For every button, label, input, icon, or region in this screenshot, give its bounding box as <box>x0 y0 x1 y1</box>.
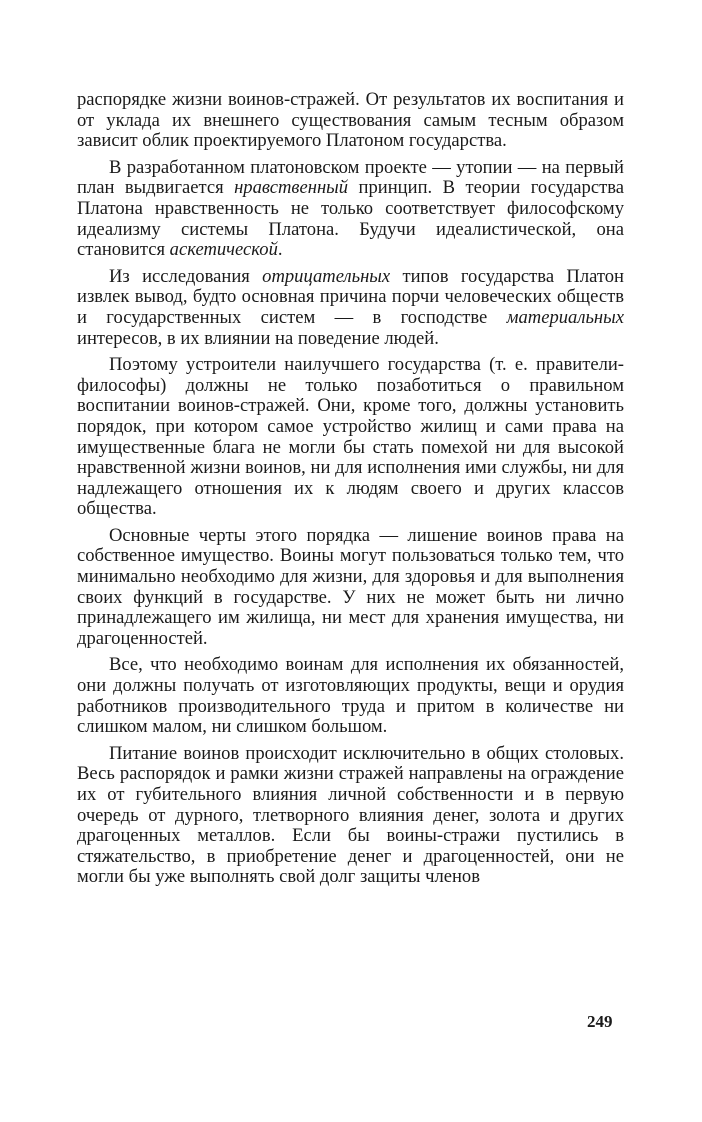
emphasized-text: аскетической <box>169 239 278 261</box>
paragraph-2 <box>77 158 624 261</box>
text-run: Из исследования <box>109 265 263 287</box>
paragraph-3 <box>77 267 624 349</box>
paragraph-1 <box>77 90 624 152</box>
text-run: Основные черты этого порядка — лишение воинов права на собственное имущество. Воины могут пользоваться только тем, что минимально необходимо для жизни, для здоровья и для выполнения своих функций в государстве. У них не может быть ни лично принадлежащего им жилища, ни мест для хранения имущества, ни драгоценностей. <box>77 524 624 649</box>
paragraph-5 <box>77 526 624 650</box>
text-run: принцип. В теории государства Платона нравственность не только соответствует философскому идеализму системы Платона. Будучи идеалистической, она становится <box>77 177 625 261</box>
text-run: распорядке жизни воинов-стражей. От результатов их воспитания и от уклада их внешнего существования самым тесным образом зависит облик проектируемого Платоном государства. <box>77 89 624 152</box>
emphasized-text: материальных <box>506 306 624 328</box>
text-run: типов государства Платон извлек вывод, будто основная причина порчи человеческих обществ и государственных систем — в господстве <box>77 265 625 328</box>
text-run: Все, что необходимо воинам для исполнения их обязанностей, они должны получать от изготовляющих продукты, вещи и орудия работников производительного труда и притом в количестве ни слишком малом, ни слишком большом. <box>77 654 624 738</box>
page-number: 249 <box>587 1012 613 1031</box>
emphasized-text: отрицательных <box>262 265 391 287</box>
paragraph-7 <box>77 744 624 888</box>
text-run: Питание воинов происходит исключительно в общих столовых. Весь распорядок и рамки жизни стражей направлены на ограждение их от губительного влияния личной собственности и в первую очередь от дурного, тлетворного влияния денег, золота и других драгоценных металлов. Если бы воины-стражи пустились в стяжательство, в приобретение денег и драгоценностей, они не могли бы уже выполнять свой долг защиты членов <box>77 742 624 888</box>
text-run: В разработанном платоновском проекте — утопии — на первый план выдвигается <box>77 156 624 199</box>
text-run: Поэтому устроители наилучшего государства (т. е. правители-философы) должны не только позаботиться о правильном воспитании воинов-стражей. Они, кроме того, должны установить порядок, при котором самое устройство жилищ и сами права на имущественные блага не могли бы стать помехой ни для высокой нравственной жизни воинов, ни для исполнения ими службы, ни для надлежащего отношения их к людям своего и других классов общества. <box>77 354 624 520</box>
page-body <box>77 90 624 894</box>
text-run: интересов, в их влиянии на поведение людей. <box>77 327 439 349</box>
paragraph-6 <box>77 655 624 737</box>
emphasized-text: нравственный <box>234 177 349 199</box>
text-run: . <box>277 239 283 261</box>
paragraph-4 <box>77 355 624 520</box>
